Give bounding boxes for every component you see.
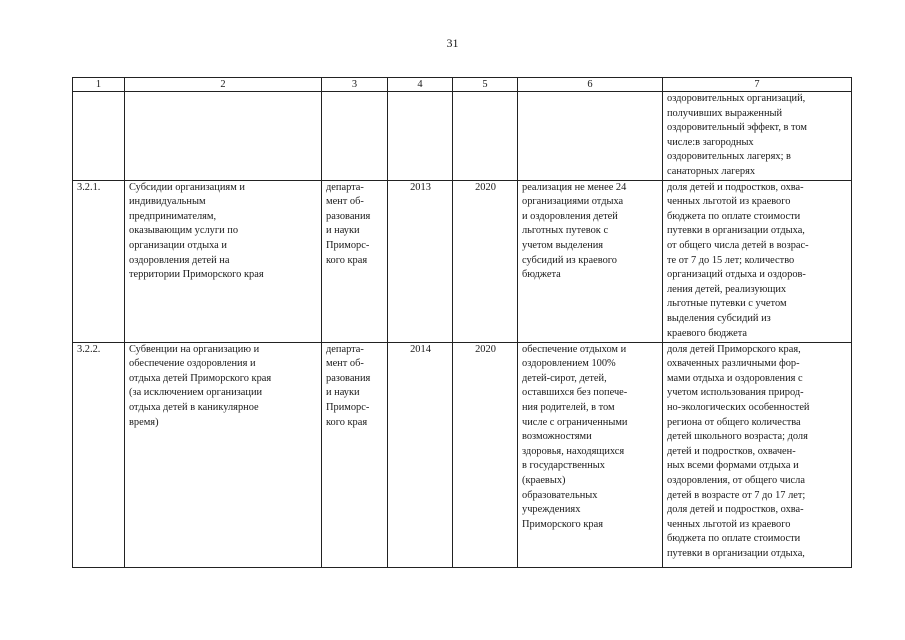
column-header: 2 bbox=[125, 78, 322, 92]
page-number: 31 bbox=[446, 36, 459, 50]
item-start-year: 2013 bbox=[388, 180, 453, 342]
item-end-year: 2020 bbox=[453, 342, 518, 567]
table-row bbox=[73, 342, 852, 567]
column-header: 1 bbox=[73, 78, 125, 92]
column-header: 4 bbox=[388, 78, 453, 92]
header-row bbox=[73, 78, 852, 92]
item-executor bbox=[322, 92, 388, 181]
item-start-year: 2014 bbox=[388, 342, 453, 567]
item-result: обеспечение отдыхом и оздоровлением 100% детей-сирот, детей, оставшихся без попече- ния родителей, в том числе с ограниченными возможностями здоровья, находящихся в государственных (краевых) образовательных учреждениях Приморского края bbox=[518, 342, 663, 567]
column-header: 7 bbox=[663, 78, 852, 92]
item-indicator: доля детей и подростков, охва- ченных льготой из краевого бюджета по оплате стоимости путевки в организации отдыха, от общего числа детей в возрас- те от 7 до 15 лет; количество организаций отдыха и оздоров- ления детей, реализующих льготные путевки с учетом выделения субсидий из краевого бюджета bbox=[663, 180, 852, 342]
item-number bbox=[73, 92, 125, 181]
item-name: Субвенции на организацию и обеспечение оздоровления и отдыха детей Приморского края (за исключением организации отдыха детей в каникулярное время) bbox=[125, 342, 322, 567]
column-header: 5 bbox=[453, 78, 518, 92]
item-end-year bbox=[453, 92, 518, 181]
table-row bbox=[73, 92, 852, 181]
item-indicator: оздоровительных организаций, получивших выраженный оздоровительный эффект, в том числе:в загородных оздоровительных лагерях; в санаторных лагерях bbox=[663, 92, 852, 181]
column-header: 3 bbox=[322, 78, 388, 92]
item-number: 3.2.2. bbox=[73, 342, 125, 567]
item-executor: департа- мент об- разования и науки Приморс- кого края bbox=[322, 180, 388, 342]
item-executor: департа- мент об- разования и науки Приморс- кого края bbox=[322, 342, 388, 567]
column-header: 6 bbox=[518, 78, 663, 92]
item-start-year bbox=[388, 92, 453, 181]
item-number: 3.2.1. bbox=[73, 180, 125, 342]
item-indicator: доля детей Приморского края, охваченных различными фор- мами отдыха и оздоровления с учетом использования природ- но-экологических особенностей региона от общего количества детей школьного возраста; доля детей и подростков, охвачен- ных всеми формами отдыха и оздоровления, от общего числа детей в возрасте от 7 до 17 лет; доля детей и подростков, охва- ченных льготой из краевого бюджета по оплате стоимости путевки в организации отдыха, bbox=[663, 342, 852, 567]
item-result bbox=[518, 92, 663, 181]
table-row bbox=[73, 180, 852, 342]
item-result: реализация не менее 24 организациями отдыха и оздоровления детей льготных путевок с учетом выделения субсидий из краевого бюджета bbox=[518, 180, 663, 342]
program-table bbox=[72, 77, 852, 568]
item-end-year: 2020 bbox=[453, 180, 518, 342]
item-name bbox=[125, 92, 322, 181]
item-name: Субсидии организациям и индивидуальным предпринимателям, оказывающим услуги по организации отдыха и оздоровления детей на территории Приморского края bbox=[125, 180, 322, 342]
